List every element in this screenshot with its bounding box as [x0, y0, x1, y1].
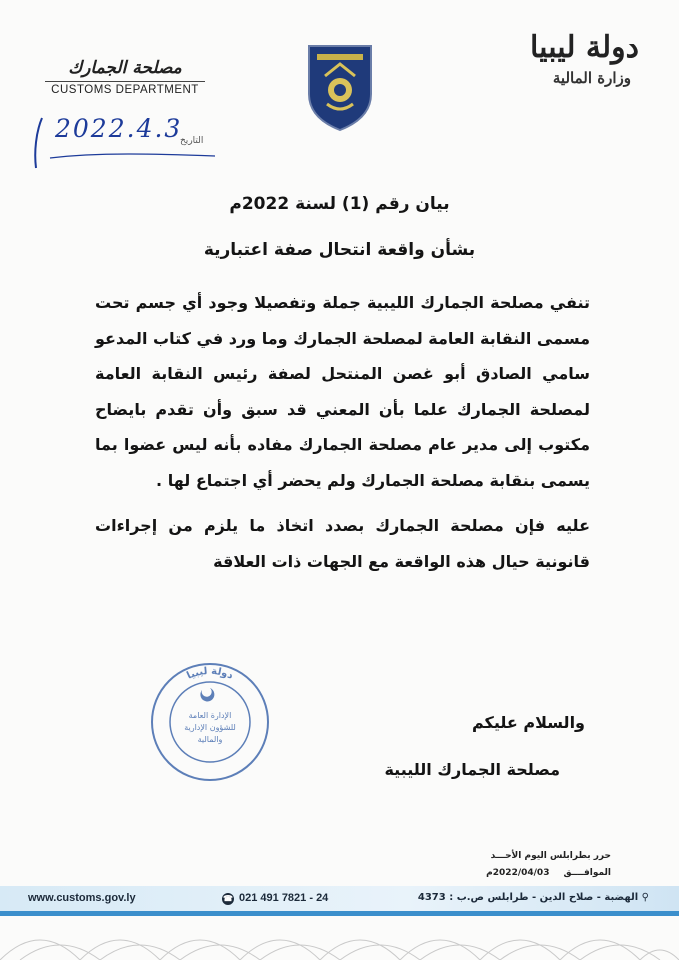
- issued-info: [411, 848, 611, 882]
- svg-text:دولة ليبيا: [185, 666, 234, 682]
- footer-pattern: [0, 916, 679, 960]
- stamp-line-1: الإدارة العامة: [188, 711, 232, 720]
- body-paragraph-1: تنفي مصلحة الجمارك الليبية جملة وتفصيلا وجود أي جسم تحت مسمى النقابة العامة لمصلحة الجمارك وما ورد في كتاب المدعو سامي الصادق أبو غصن المنتحل لصفة رئيس النقابة العامة لمصلحة الجمارك علما بأن المعني قد سبق وأن تقدم بايضاح مكتوب إلى مدير عام مصلحة الجمارك مفاده بأنه ليس عضوا بما يسمى بنقابة مصلحة الجمارك ولم يحضر أي اجتماع لها .: [95, 293, 590, 490]
- issued-date-row: [411, 865, 611, 882]
- stamp-outer-text: دولة ليبيا: [185, 665, 235, 682]
- location-pin-icon: ⚲: [641, 892, 649, 903]
- phone-icon: ☎: [223, 894, 233, 903]
- customs-department-header: [45, 58, 205, 96]
- issued-date-value: 2022/04/03م: [486, 868, 550, 878]
- address: [418, 892, 649, 903]
- date-value: 2022.4.3: [55, 114, 183, 143]
- phone-number: [222, 892, 328, 905]
- issued-date-label: الموافــــق: [563, 868, 611, 878]
- statement-body: [95, 285, 590, 579]
- ministry-of-finance: وزارة المالية: [552, 69, 631, 87]
- stamp-line-2: للشؤون الإدارية: [184, 723, 236, 732]
- statement-title: بيان رقم (1) لسنة 2022م: [229, 194, 450, 214]
- footer-bar: [0, 886, 679, 916]
- customs-department-arabic: مصلحة الجمارك: [68, 58, 182, 78]
- state-of-libya: دولة ليبيا: [530, 30, 639, 65]
- crescent-icon: [200, 688, 214, 701]
- handwritten-date: [30, 112, 220, 172]
- customs-emblem-icon: [305, 42, 375, 132]
- statement-subject: بشأن واقعة انتحال صفة اعتبارية: [203, 240, 476, 260]
- closing-signature: مصلحة الجمارك الليبية: [384, 760, 560, 779]
- stamp-line-3: والمالية: [197, 735, 223, 744]
- state-header: [469, 30, 639, 87]
- body-paragraph-2: عليه فإن مصلحة الجمارك بصدد اتخاذ ما يلزم من إجراءات قانونية حيال هذه الواقعة مع الجهات ذات العلاقة: [95, 516, 590, 571]
- customs-department-english: CUSTOMS DEPARTMENT: [45, 81, 205, 96]
- date-label: التاريخ: [180, 136, 204, 146]
- address-value: الهضبة - صلاح الدين - طرابلس ص.ب : 4373: [417, 892, 639, 903]
- issued-place: حرر بطرابلس اليوم الأحـــد: [490, 851, 611, 861]
- closing-greeting: والسلام عليكم: [471, 713, 585, 732]
- phone-value: 021 491 7821 - 24: [239, 892, 329, 904]
- website-link[interactable]: www.customs.gov.ly: [28, 892, 136, 904]
